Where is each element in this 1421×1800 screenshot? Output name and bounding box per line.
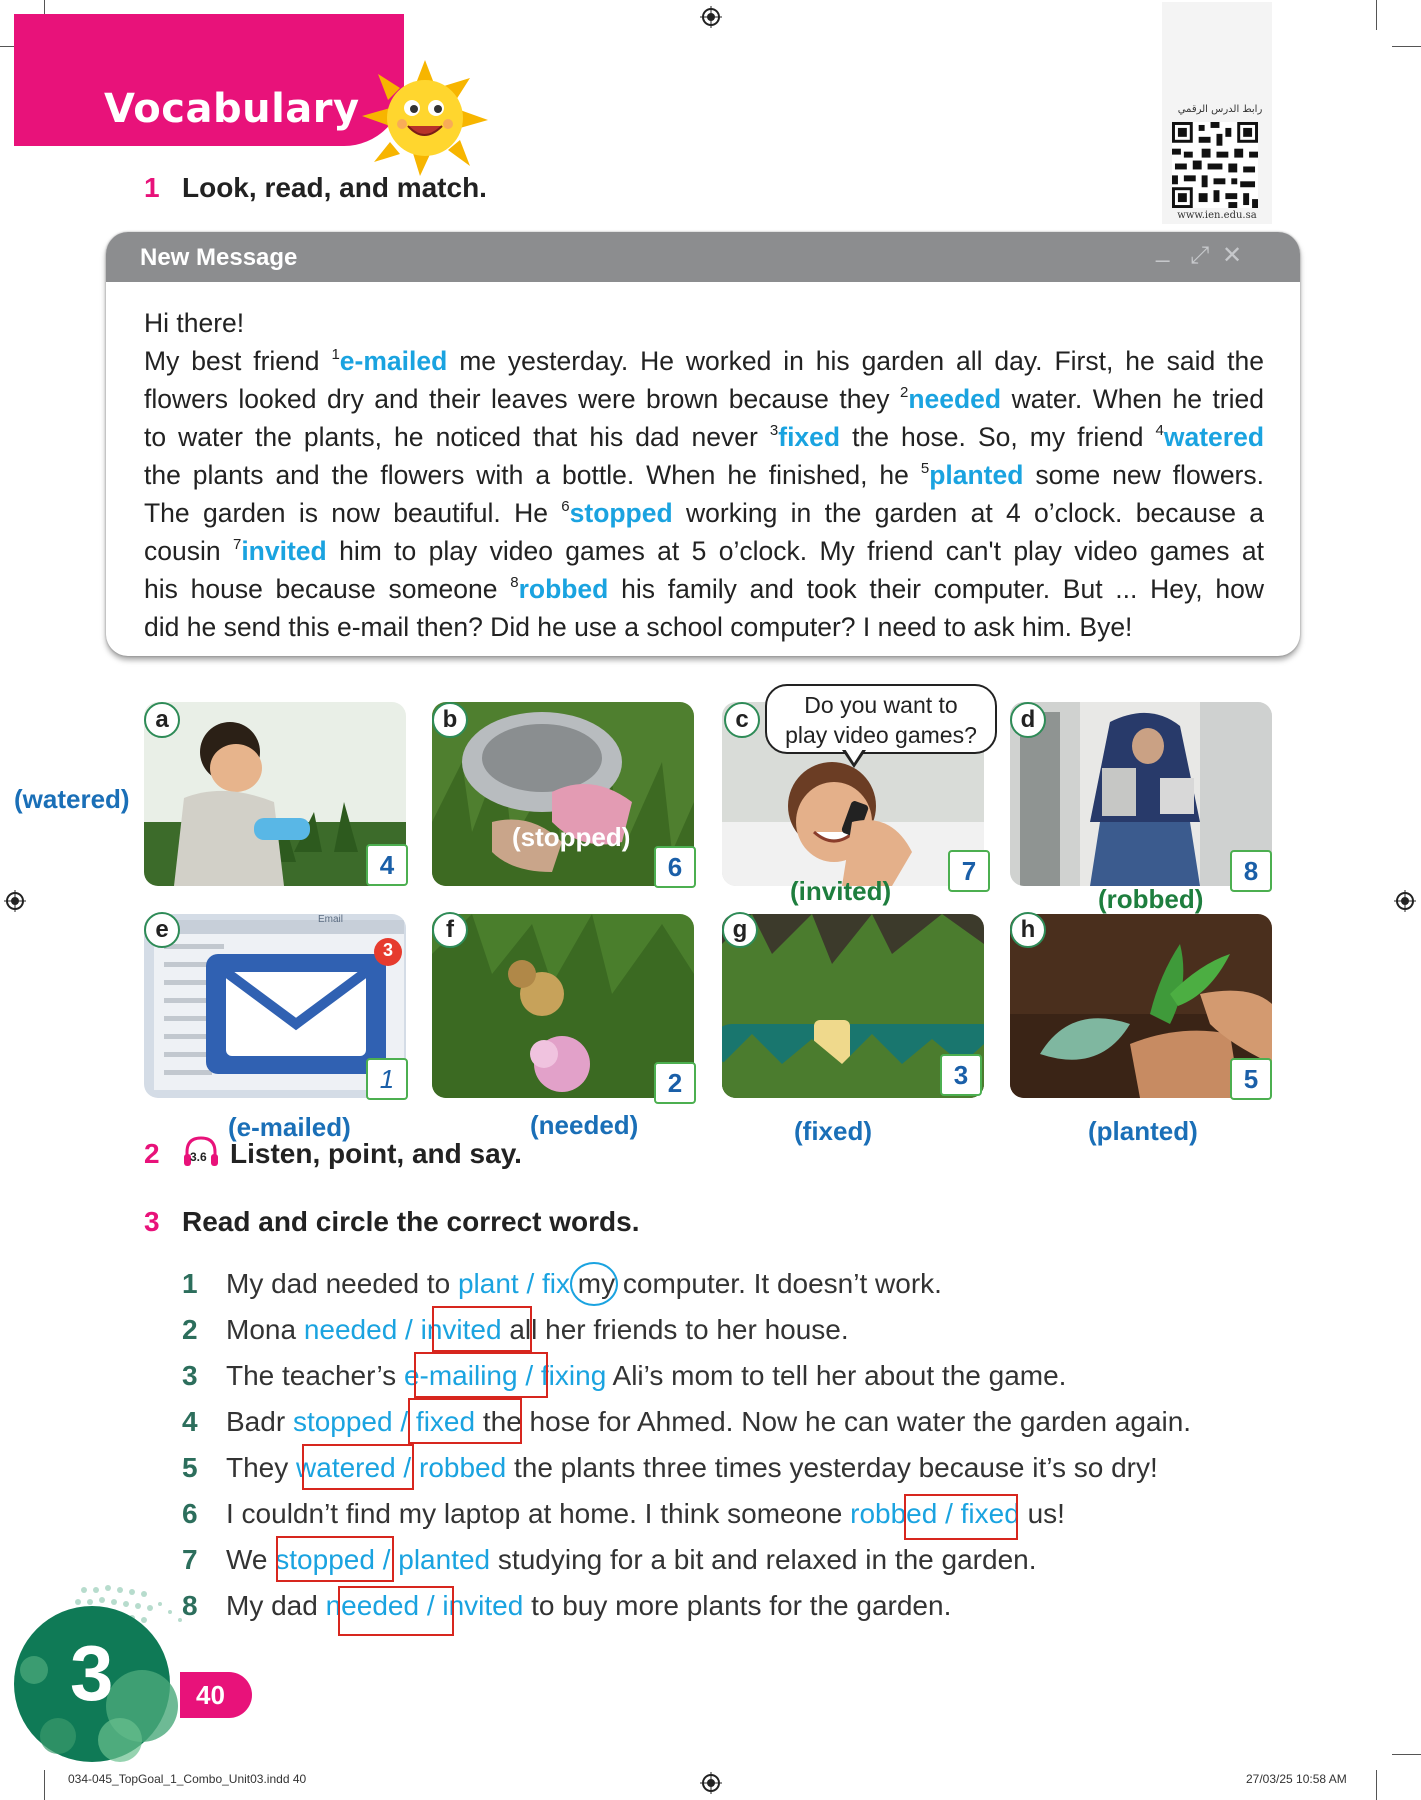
option-word[interactable]: invited bbox=[420, 1314, 502, 1345]
qr-caption: رابط الدرس الرقمي bbox=[1177, 104, 1263, 115]
registration-mark-icon bbox=[700, 1772, 722, 1794]
answer-number-box[interactable]: 3 bbox=[940, 1054, 982, 1096]
vocab-word: robbed bbox=[518, 574, 609, 604]
footer-file-info: 034-045_TopGoal_1_Combo_Unit03.indd 40 bbox=[68, 1772, 307, 1786]
crop-mark bbox=[1376, 1770, 1377, 1800]
message-window bbox=[106, 232, 1300, 656]
answer-number-box[interactable]: 6 bbox=[654, 846, 696, 888]
exercise-item: 8 My dad needed / invited to buy more plants for the garden. bbox=[182, 1590, 952, 1621]
vocab-word: invited bbox=[241, 536, 327, 566]
registration-mark-icon bbox=[1394, 890, 1416, 912]
section-3-title: Read and circle the correct words. bbox=[182, 1206, 640, 1237]
answer-box-mark bbox=[414, 1352, 548, 1398]
option-word[interactable]: watered bbox=[296, 1452, 396, 1483]
answer-number-box[interactable]: 2 bbox=[654, 1062, 696, 1104]
message-greeting: Hi there! bbox=[144, 308, 245, 338]
message-body bbox=[144, 304, 1264, 646]
picture-letter: f bbox=[432, 912, 468, 948]
option-word[interactable]: needed bbox=[325, 1590, 420, 1621]
picture-letter: h bbox=[1010, 912, 1046, 948]
registration-mark-icon bbox=[4, 890, 26, 912]
vocab-word: watered bbox=[1163, 422, 1265, 452]
answer-box-mark bbox=[408, 1398, 522, 1444]
option-word[interactable]: invited bbox=[442, 1590, 524, 1621]
close-icon[interactable]: ✕ bbox=[1222, 242, 1243, 269]
section-2-title: Listen, point, and say. bbox=[230, 1138, 522, 1169]
option-word[interactable]: fix bbox=[542, 1268, 571, 1299]
option-word[interactable]: stopped bbox=[292, 1406, 393, 1437]
option-word[interactable]: needed bbox=[303, 1314, 398, 1345]
picture-letter: d bbox=[1010, 702, 1046, 738]
exercise-item: 7 We stopped / planted studying for a bit and relaxed in the garden. bbox=[182, 1544, 1037, 1575]
email-badge: 3 bbox=[382, 940, 393, 960]
answer-number-box[interactable]: 1 bbox=[366, 1058, 408, 1100]
option-word[interactable]: plant bbox=[457, 1268, 519, 1299]
picture-letter: e bbox=[144, 912, 180, 948]
message-line: cousin $^7$invited him to play video games at 5 o’clock. My friend can't play video games at bbox=[144, 536, 1265, 566]
email-app-title: Email bbox=[318, 914, 344, 925]
speech-bubble bbox=[765, 684, 997, 754]
crop-mark bbox=[1392, 46, 1421, 47]
answer-number-box[interactable]: 4 bbox=[366, 844, 408, 886]
answer-box-mark bbox=[302, 1444, 414, 1490]
qr-code-icon[interactable] bbox=[1170, 122, 1260, 208]
message-line: My best friend $^1$e-mailed me yesterday. He worked in his garden all day. First, he said the bbox=[144, 346, 1264, 376]
message-title-bar bbox=[106, 232, 1300, 282]
section-1-number: 1 bbox=[144, 172, 160, 203]
exercise-item: 1 My dad needed to plant / fix my computer. It doesn’t work. bbox=[182, 1268, 942, 1299]
message-line: The garden is now beautiful. He $^6$stopped working in the garden at 4 o’clock. because a bbox=[144, 498, 1264, 528]
option-word[interactable]: robbed bbox=[850, 1498, 938, 1529]
handwritten-answer: (invited) bbox=[790, 876, 892, 906]
handwritten-answer: (fixed) bbox=[794, 1116, 872, 1146]
sun-mascot-icon bbox=[360, 58, 490, 178]
exercise-item: 5 They watered / robbed the plants three times yesterday because it’s so dry! bbox=[182, 1452, 1158, 1483]
crop-mark bbox=[1392, 1754, 1421, 1755]
picture-letter: a bbox=[144, 702, 180, 738]
speech-line: play video games? bbox=[785, 722, 977, 748]
answer-number-box[interactable]: 5 bbox=[1230, 1058, 1272, 1100]
handwritten-answer: (planted) bbox=[1088, 1116, 1198, 1146]
expand-icon[interactable]: ⤢ bbox=[1190, 242, 1210, 269]
vocab-word: e-mailed bbox=[339, 346, 448, 376]
handwritten-answer: (robbed) bbox=[1098, 884, 1204, 914]
option-word[interactable]: planted bbox=[398, 1544, 491, 1575]
picture-letter: g bbox=[722, 912, 758, 948]
option-word[interactable]: fixing bbox=[540, 1360, 607, 1391]
handwritten-answer: (needed) bbox=[530, 1110, 639, 1140]
answer-box-mark bbox=[338, 1586, 454, 1636]
exercise-item: 3 The teacher’s e-mailing / fixing Ali’s mom to tell her about the game. bbox=[182, 1360, 1067, 1391]
unit-badge-decoration bbox=[0, 1560, 300, 1800]
registration-mark-icon bbox=[700, 6, 722, 28]
answer-box-mark bbox=[904, 1494, 1018, 1540]
message-line: flowers looked dry and their leaves were brown because they $^2$needed water. When he tried bbox=[144, 384, 1264, 414]
speech-line: Do you want to bbox=[804, 692, 958, 718]
handwritten-answer: (stopped) bbox=[512, 822, 631, 852]
minimize-icon[interactable]: _ bbox=[1156, 236, 1170, 263]
crop-mark bbox=[1376, 0, 1377, 30]
option-word[interactable]: stopped bbox=[275, 1544, 375, 1575]
message-line: his house because someone $^8$robbed his family and took their computer. But ... Hey, how bbox=[144, 574, 1264, 604]
vocab-word: fixed bbox=[778, 422, 841, 452]
qr-url[interactable]: www.ien.edu.sa bbox=[1177, 210, 1257, 221]
handwritten-answer: (e-mailed) bbox=[228, 1112, 351, 1142]
answer-circle-mark bbox=[570, 1262, 618, 1306]
unit-number: 3 bbox=[70, 1629, 114, 1717]
page-title: Vocabulary bbox=[104, 86, 360, 132]
section-3-number: 3 bbox=[144, 1206, 160, 1237]
answer-number-box[interactable]: 7 bbox=[948, 850, 990, 892]
option-word[interactable]: fixed bbox=[960, 1498, 1020, 1529]
vocab-word: planted bbox=[929, 460, 1024, 490]
option-word[interactable]: e-mailing bbox=[403, 1360, 518, 1391]
answer-number-box[interactable]: 8 bbox=[1230, 850, 1272, 892]
exercise-item: 6 I couldn’t find my laptop at home. I think someone robbed / fixed us! bbox=[182, 1498, 1065, 1529]
option-word[interactable]: fixed bbox=[415, 1406, 476, 1437]
message-line: the plants and the flowers with a bottle. When he finished, he $^5$planted some new flowers. bbox=[144, 460, 1264, 490]
option-word[interactable]: robbed bbox=[419, 1452, 507, 1483]
message-line: did he send this e-mail then? Did he use a school computer? I need to ask him. Bye! bbox=[144, 612, 1133, 642]
section-1-title: Look, read, and match. bbox=[182, 172, 487, 203]
message-line: to water the plants, he noticed that his dad never $^3$fixed the hose. So, my friend $^4$watered bbox=[144, 422, 1265, 452]
vocab-word: needed bbox=[908, 384, 1002, 414]
section-2-number: 2 bbox=[144, 1138, 160, 1169]
handwritten-answer: (watered) bbox=[14, 784, 130, 814]
audio-track-number: 3.6 bbox=[190, 1150, 207, 1164]
footer-timestamp: 27/03/25 10:58 AM bbox=[1246, 1772, 1347, 1786]
vocab-word: stopped bbox=[569, 498, 673, 528]
exercise-item: 2 Mona needed / invited all her friends to her house. bbox=[182, 1314, 849, 1345]
exercise-item: 4 Badr stopped / fixed the hose for Ahmed. Now he can water the garden again. bbox=[182, 1406, 1192, 1437]
page-number: 40 bbox=[196, 1680, 225, 1710]
message-window-title: New Message bbox=[140, 244, 298, 271]
speech-bubble-tail bbox=[845, 749, 863, 763]
picture-letter: b bbox=[432, 702, 468, 738]
picture-letter: c bbox=[724, 702, 760, 738]
answer-box-mark bbox=[432, 1306, 532, 1352]
